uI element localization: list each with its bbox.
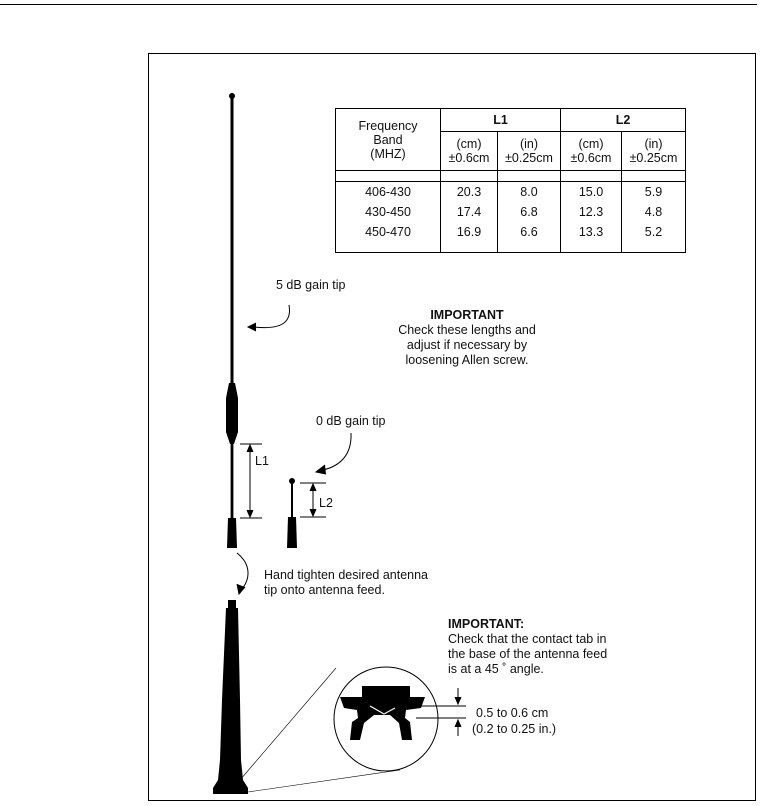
frequency-length-table xyxy=(335,108,686,253)
antenna-5db-tip xyxy=(226,93,238,548)
header-frequency-band: Frequency Band (MHZ) xyxy=(336,109,441,171)
table-row: 406-430 20.3 8.0 15.0 5.9 xyxy=(336,182,686,203)
hand-tighten-note: Hand tighten desired antenna tip onto antenna feed. xyxy=(264,568,429,597)
gap-in-label: (0.2 to 0.25 in.) xyxy=(472,722,557,736)
label-l2: L2 xyxy=(319,496,333,510)
unit-l2-in: (in) ±0.25cm xyxy=(622,132,686,171)
callout-arrows xyxy=(237,305,351,594)
antenna-feed xyxy=(213,600,248,794)
antenna-0db-tip xyxy=(287,478,297,548)
unit-l1-cm: (cm) ±0.6cm xyxy=(441,132,498,171)
table-row: 450-470 16.9 6.6 13.3 5.2 xyxy=(336,222,686,242)
important-title-2: IMPORTANT: xyxy=(448,617,525,631)
header-l1: L1 xyxy=(441,109,561,132)
unit-l2-cm: (cm) ±0.6cm xyxy=(561,132,622,171)
label-0db-gain-tip: 0 dB gain tip xyxy=(316,414,386,428)
header-l2: L2 xyxy=(561,109,686,132)
important-lengths-note: IMPORTANT Check these lengths and adjust if necessary by loosening Allen screw. xyxy=(382,308,552,368)
important-contact-tab-note: IMPORTANT: Check that the contact tab in the base of the antenna feed is at a 45 ˚ angle. xyxy=(448,617,608,676)
contact-tab-detail xyxy=(240,667,438,792)
table-row: 430-450 17.4 6.8 12.3 4.8 xyxy=(336,202,686,222)
gap-cm-label: 0.5 to 0.6 cm xyxy=(476,706,549,720)
label-5db-gain-tip: 5 dB gain tip xyxy=(276,278,346,292)
label-l1: L1 xyxy=(255,454,269,468)
important-title: IMPORTANT xyxy=(430,308,504,322)
unit-l1-in: (in) ±0.25cm xyxy=(498,132,561,171)
